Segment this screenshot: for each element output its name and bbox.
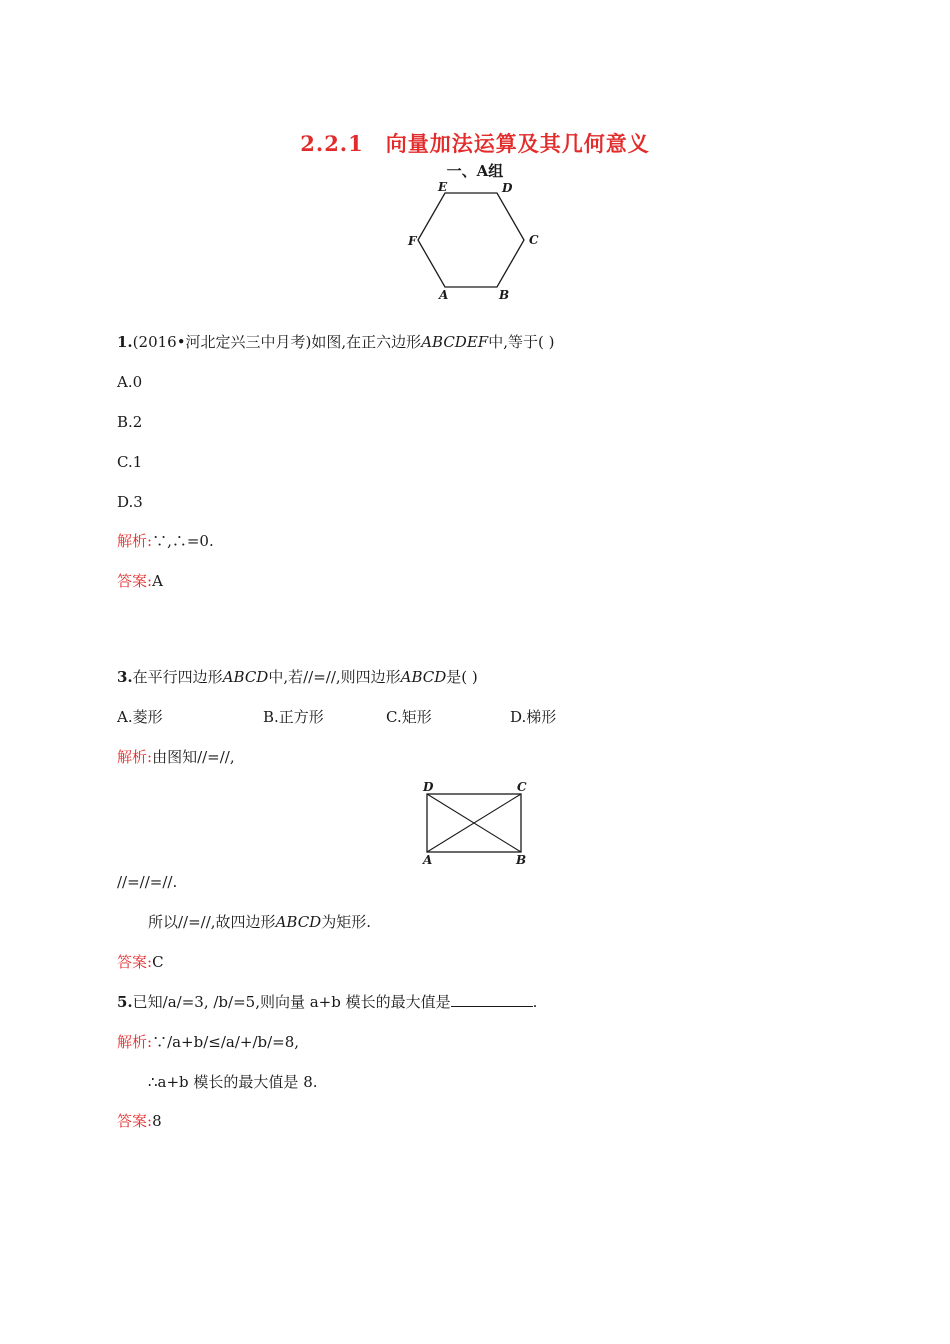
hex-label-a: A bbox=[439, 288, 449, 302]
q5-analysis: 解析:∵/a+b/≤/a/+/b/=8, bbox=[117, 1033, 300, 1051]
q1-option-b: B.2 bbox=[117, 413, 143, 431]
rectangle-figure bbox=[415, 778, 535, 866]
q3-conclusion: 所以//=//,故四边形ABCD为矩形. bbox=[148, 913, 371, 931]
q1-option-d: D.3 bbox=[117, 493, 143, 511]
q5-answer: 答案:8 bbox=[117, 1112, 162, 1130]
q3-analysis: 解析:由图知//=//, bbox=[117, 748, 235, 766]
q3-option-a: A.菱形 bbox=[117, 708, 163, 726]
q1-option-a: A.0 bbox=[117, 373, 143, 391]
hex-label-e: E bbox=[438, 180, 448, 194]
hex-label-d: D bbox=[502, 181, 513, 195]
page-title bbox=[0, 128, 950, 158]
hexagon-shape bbox=[418, 193, 524, 287]
q1-option-c: C.1 bbox=[117, 453, 143, 471]
hexagon-figure bbox=[400, 178, 550, 304]
q3-equality-line: //=//=//. bbox=[117, 873, 178, 891]
q1-analysis: 解析:∵,∴=0. bbox=[117, 532, 214, 550]
title-text: 向量加法运算及其几何意义 bbox=[385, 131, 650, 156]
section-heading: 一、A组 bbox=[446, 162, 504, 180]
section-number: 2.2.1 bbox=[300, 131, 364, 156]
rect-label-b: B bbox=[516, 853, 527, 866]
q3-answer: 答案:C bbox=[117, 953, 164, 971]
q3-option-b: B.正方形 bbox=[263, 708, 324, 726]
q1-stem: 1.(2016•河北定兴三中月考)如图,在正六边形ABCDEF中,等于( ) bbox=[117, 333, 555, 351]
q3-option-c: C.矩形 bbox=[386, 708, 432, 726]
hex-label-b: B bbox=[499, 288, 510, 302]
q3-stem: 3.在平行四边形ABCD中,若//=//,则四边形ABCD是( ) bbox=[117, 668, 478, 686]
rect-label-a: A bbox=[423, 853, 433, 866]
q5-conclusion: ∴a+b 模长的最大值是 8. bbox=[148, 1073, 318, 1091]
hex-label-c: C bbox=[529, 233, 539, 247]
rect-label-d: D bbox=[423, 780, 434, 794]
hex-label-f: F bbox=[408, 234, 417, 248]
q5-stem: 5.已知/a/=3, /b/=5,则向量 a+b 模长的最大值是 . bbox=[117, 993, 538, 1011]
q3-option-d: D.梯形 bbox=[510, 708, 557, 726]
answer-blank bbox=[451, 992, 533, 1007]
rect-label-c: C bbox=[517, 780, 527, 794]
q1-answer: 答案:A bbox=[117, 572, 163, 590]
